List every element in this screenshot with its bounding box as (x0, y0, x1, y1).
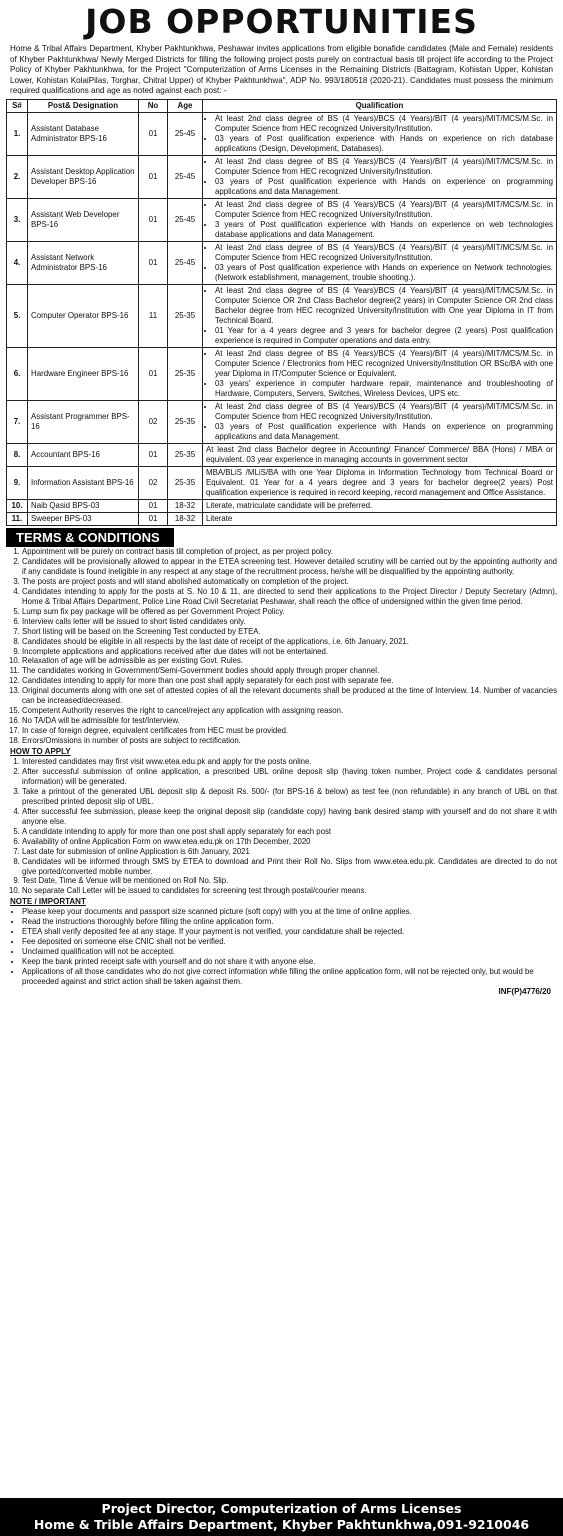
list-item: 10. Relaxation of age will be admissible as per existing Govt. Rules. (22, 656, 557, 666)
list-item: 2. After successful submission of online application, a prescribed UBL online deposit slip (having token number, Project code & candidates personal information) will be generated. (22, 767, 557, 787)
row-post: Assistant Desktop Application Developer BPS-16 (28, 155, 139, 198)
list-item: • Please keep your documents and passport size scanned picture (soft copy) with you at the time of online applies. (22, 907, 557, 917)
row-sn: 8. (7, 443, 28, 466)
terms-heading: TERMS & CONDITIONS (6, 528, 174, 547)
row-post: Assistant Database Administrator BPS-16 (28, 112, 139, 155)
table-row (7, 466, 557, 499)
table-header-row (7, 99, 557, 112)
list-item: 7. Short listing will be based on the Screening Test conducted by ETEA. (22, 627, 557, 637)
row-post: Information Assistant BPS-16 (28, 466, 139, 499)
row-sn: 9. (7, 466, 28, 499)
footer-banner (0, 1498, 563, 1536)
header-no: No (139, 99, 168, 112)
qualification-item: • At least 2nd class degree of BS (4 Years)/BCS (4 Years)/BIT (4 years)/MIT/MCS/M.Sc. in Computer Science OR 2nd Class Bachelor degree(2 years) in Computer Science OR 2nd class Bachelor degree from HEC recognized University/Institution with One year Diploma in IT from Technical Board. (215, 286, 553, 326)
list-item: • Read the instructions thoroughly before filling the online application form. (22, 917, 557, 927)
row-sn: 7. (7, 400, 28, 443)
list-item: 6. Interview calls letter will be issued to short listed candidates only. (22, 617, 557, 627)
row-sn: 4. (7, 241, 28, 284)
row-age: 25-45 (168, 112, 203, 155)
row-no: 01 (139, 155, 168, 198)
row-sn: 1. (7, 112, 28, 155)
row-age: 18-32 (168, 512, 203, 525)
qualification-item: • At least 2nd class degree of BS (4 Years)/BCS (4 Years)/BIT (4 years)/MIT/MCS/M.Sc. in Computer Science from HEC recognized University/Institution. (215, 157, 553, 177)
list-item: 3. The posts are project posts and will stand abolished automatically on completion of the project. (22, 577, 557, 587)
list-item: 8. Candidates should be eligible in all respects by the last date of receipt of the applications, i.e. 6th January, 2021. (22, 637, 557, 647)
list-item: 15. Competent Authority reserves the right to cancel/reject any application with assigning reason. (22, 706, 557, 716)
qualification-item: • 01 Year for a 4 years degree and 3 years for bachelor degree (2 years) Post qualification experience is required in Computer operations and data entry. (215, 326, 553, 346)
table-row (7, 284, 557, 347)
table-row (7, 512, 557, 525)
row-age: 25-35 (168, 443, 203, 466)
row-sn: 3. (7, 198, 28, 241)
list-item: 7. Last date for submission of online Application is 6th January, 2021 (22, 847, 557, 857)
row-post: Assistant Network Administrator BPS-16 (28, 241, 139, 284)
row-no: 01 (139, 443, 168, 466)
row-age: 25-45 (168, 155, 203, 198)
list-item: 2. Candidates will be provisionally allowed to appear in the ETEA screening test. However detailed scrutiny will be carried out by the appointing authority and if any candidate is found ineligible in any respect at any stage of the recruitment process, he/she will be disqualified by the appointing authority. (22, 557, 557, 577)
row-age: 25-45 (168, 198, 203, 241)
header-sn: S# (7, 99, 28, 112)
row-no: 01 (139, 499, 168, 512)
list-item: 17. In case of foreign degree, equivalent certificates from HEC must be provided. (22, 726, 557, 736)
qualification-item: • At least 2nd class degree of BS (4 Years)/BCS (4 Years)/BIT (4 years)/MIT/MCS/M.Sc. in Computer Science from HEC recognized University/Institution. (215, 243, 553, 263)
row-post: Hardware Engineer BPS-16 (28, 347, 139, 400)
row-no: 02 (139, 466, 168, 499)
page-title: JOB OPPORTUNITIES (85, 2, 478, 41)
qualification-item: • 3 years of Post qualification experience with Hands on experience on web technologies database applications and data Management. (215, 220, 553, 240)
row-sn: 5. (7, 284, 28, 347)
list-item: • Applications of all those candidates who do not give correct information while filling the online application form, will not be rejected only, but would be proceeded against and strict action shall be taken against them. (22, 967, 557, 987)
list-item: 6. Availability of online Application Form on www.etea.edu.pk on 17th December, 2020 (22, 837, 557, 847)
row-no: 01 (139, 347, 168, 400)
row-no: 01 (139, 241, 168, 284)
list-item: 4. Candidates intending to apply for the posts at S. No 10 & 11, are directed to send their applications to the Project Director / Deputy Secretary (Admn), Home & Tribal Affairs Department, Police Line Road Civil Secretariat Peshawar, shall reach the office of undersigned within the given time period. (22, 587, 557, 607)
list-item: 10. No separate Call Letter will be issued to candidates for screening test through postal/courier means. (22, 886, 557, 896)
row-qualification: Literate, matriculate candidate will be preferred. (203, 499, 557, 512)
list-item: 1. Interested candidates may first visit www.etea.edu.pk and apply for the posts online. (22, 757, 557, 767)
footer-line-2: Home & Trible Affairs Department, Khyber Pakhtunkhwa,091-9210046 (33, 1517, 530, 1532)
table-row (7, 198, 557, 241)
table-row (7, 112, 557, 155)
row-age: 18-32 (168, 499, 203, 512)
list-item: 13. Original documents along with one set of attested copies of all the relevant documents shall be produced at the time of Interview. 14. Number of vacancies can be increased/decreased. (22, 686, 557, 706)
row-post: Sweeper BPS-03 (28, 512, 139, 525)
header-age: Age (168, 99, 203, 112)
row-no: 11 (139, 284, 168, 347)
row-qualification (203, 284, 557, 347)
row-sn: 10. (7, 499, 28, 512)
qualification-item: • 03 years of Post qualification experience with Hands on experience on Network technologies. (Network establishment, management, trouble shooting.). (215, 263, 553, 283)
row-qualification (203, 198, 557, 241)
qualification-item: • At least 2nd class degree of BS (4 Years)/BCS (4 Years)/BIT (4 years)/MIT/MCS/M.Sc. in Computer Science from HEC recognized University/Institution. (215, 200, 553, 220)
header-post: Post& Designation (28, 99, 139, 112)
table-row (7, 155, 557, 198)
row-post: Computer Operator BPS-16 (28, 284, 139, 347)
qualification-item: • At least 2nd class degree of BS (4 Years)/BCS (4 Years)/BIT (4 years)/MIT/MCS/M.Sc. in Computer Science from HEC recognized University/Institution. (215, 402, 553, 422)
row-qualification (203, 347, 557, 400)
row-qualification: MBA/BLiS /MLiS/BA with one Year Diploma in Information Technology from Technical Board or Equivalent. 01 Year for a 4 years degree and 3 years for bachelor degree(2 years) Post qualification experience is required in record keeping, record management and Office Assistance. (203, 466, 557, 499)
row-age: 25-35 (168, 284, 203, 347)
row-post: Assistant Web Developer BPS-16 (28, 198, 139, 241)
how-to-apply-list (6, 757, 557, 896)
row-post: Assistant Programmer BPS-16 (28, 400, 139, 443)
reference-number: INF(P)4776/20 (498, 987, 551, 996)
list-item: 9. Incomplete applications and applications received after due dates will not be entertained. (22, 647, 557, 657)
list-item: 18. Errors/Omissions in number of posts are subject to rectification. (22, 736, 557, 746)
qualification-item: • 03 years' experience in computer hardware repair, maintenance and troubleshooting of Hardware, Computers, Servers, Switches, Wireless Devices, UPS etc. (215, 379, 553, 399)
list-item: • Unclaimed qualification will not be accepted. (22, 947, 557, 957)
list-item: 8. Candidates will be informed through SMS by ETEA to download and Print their Roll No. Slips from www.etea.edu.pk. Candidates are directed to do not give ported/converted mobile number. (22, 857, 557, 877)
table-row (7, 443, 557, 466)
row-no: 01 (139, 512, 168, 525)
qualification-item: • 03 years of Post qualification experience with Hands on experience on programming applications and data Management. (215, 422, 553, 442)
list-item: 9. Test Date, Time & Venue will be mentioned on Roll No. Slip. (22, 876, 557, 886)
table-row (7, 400, 557, 443)
qualification-item: • 03 years of Post qualification experience with Hands on experience on rich database applications (Design, Development, Databases). (215, 134, 553, 154)
qualification-item: • At least 2nd class degree of BS (4 Years)/BCS (4 Years)/BIT (4 years)/MIT/MCS/M.Sc. in Computer Science from HEC recognized University/Institution. (215, 114, 553, 134)
intro-paragraph: Home & Tribal Affairs Department, Khyber Pakhtunkhwa, Peshawar invites applications from eligible bonafide candidates (Male and Female) residents of Khyber Pakhtunkhwa/ Newly Merged Districts for filling the following project posts purely on contractual basis till project life according to the Project Policy of Khyber Pakhtunkhwa, for the Project "Computerization of Arms Licenses in the Remaining Districts (Battagram, Kohistan Upper, Kohistan Lower, Kohistan KolaiPilas, Torghar, Chitral Upper) of Khyber Pakhtunkhwa", ADP No. 993/180518 (2020-21). Candidates must possess the minimum required qualifications and age as noted against each post: - (10, 44, 553, 96)
table-row (7, 347, 557, 400)
list-item: 16. No TA/DA will be admissible for test/Interview. (22, 716, 557, 726)
row-age: 25-35 (168, 347, 203, 400)
list-item: 5. A candidate intending to apply for more than one post shall apply separately for each post (22, 827, 557, 837)
row-qualification: At least 2nd class Bachelor degree in Accounting/ Finance/ Commerce/ BBA (Hons) / MBA or equivalent. 03 year experience in managing accounts in government sector (203, 443, 557, 466)
jobs-table (6, 99, 557, 526)
list-item: • Keep the bank printed receipt safe with yourself and do not share it with anyone else. (22, 957, 557, 967)
row-qualification (203, 112, 557, 155)
row-sn: 11. (7, 512, 28, 525)
qualification-item: • 03 years of Post qualification experience with Hands on experience on programming applications and data Management. (215, 177, 553, 197)
row-sn: 6. (7, 347, 28, 400)
how-to-apply-heading: HOW TO APPLY (10, 747, 71, 757)
list-item: 3. Take a printout of the generated UBL deposit slip & deposit Rs. 500/- (for BPS-16 & below) as test fee (non refundable) in any branch of UBL on that prescribed printed deposit slip of UBL. (22, 787, 557, 807)
notes-list (6, 907, 557, 987)
row-qualification (203, 155, 557, 198)
row-age: 25-35 (168, 400, 203, 443)
list-item: 12. Candidates intending to apply for more than one post shall apply separately for each post with separate fee. (22, 676, 557, 686)
list-item: • Fee deposited on someone else CNIC shall not be verified. (22, 937, 557, 947)
row-no: 01 (139, 198, 168, 241)
row-no: 01 (139, 112, 168, 155)
list-item: 1. Appointment will be purely on contract basis till completion of project, as per project policy. (22, 547, 557, 557)
list-item: 5. Lump sum fix pay package will be offered as per Government Project Policy. (22, 607, 557, 617)
row-post: Accountant BPS-16 (28, 443, 139, 466)
row-qualification (203, 241, 557, 284)
row-post: Naib Qasid BPS-03 (28, 499, 139, 512)
list-item: • ETEA shall verify deposited fee at any stage. If your payment is not verified, your candidature shall be rejected. (22, 927, 557, 937)
row-age: 25-35 (168, 466, 203, 499)
list-item: 11. The candidates working in Government/Semi-Government bodies should apply through proper channel. (22, 666, 557, 676)
footer-line-1: Project Director, Computerization of Arms Licenses (101, 1501, 462, 1516)
row-sn: 2. (7, 155, 28, 198)
table-row (7, 499, 557, 512)
qualification-item: • At least 2nd class degree of BS (4 Years)/BCS (4 Years)/BIT (4 years)/MIT/MCS/M.Sc. in Computer Science / Electronics from HEC recognized University/Institution OR BSc/BA with one year Diploma in IT/Computer Science or Equivalent. (215, 349, 553, 379)
terms-list (6, 547, 557, 746)
row-qualification (203, 400, 557, 443)
row-qualification: Literate (203, 512, 557, 525)
list-item: 4. After successful fee submission, please keep the original deposit slip (candidate copy) having bank desired stamp with yourself and do not share it with anyone else. (22, 807, 557, 827)
header-qualification: Qualification (203, 99, 557, 112)
row-no: 02 (139, 400, 168, 443)
note-heading: NOTE / IMPORTANT (10, 897, 86, 907)
table-row (7, 241, 557, 284)
row-age: 25-45 (168, 241, 203, 284)
